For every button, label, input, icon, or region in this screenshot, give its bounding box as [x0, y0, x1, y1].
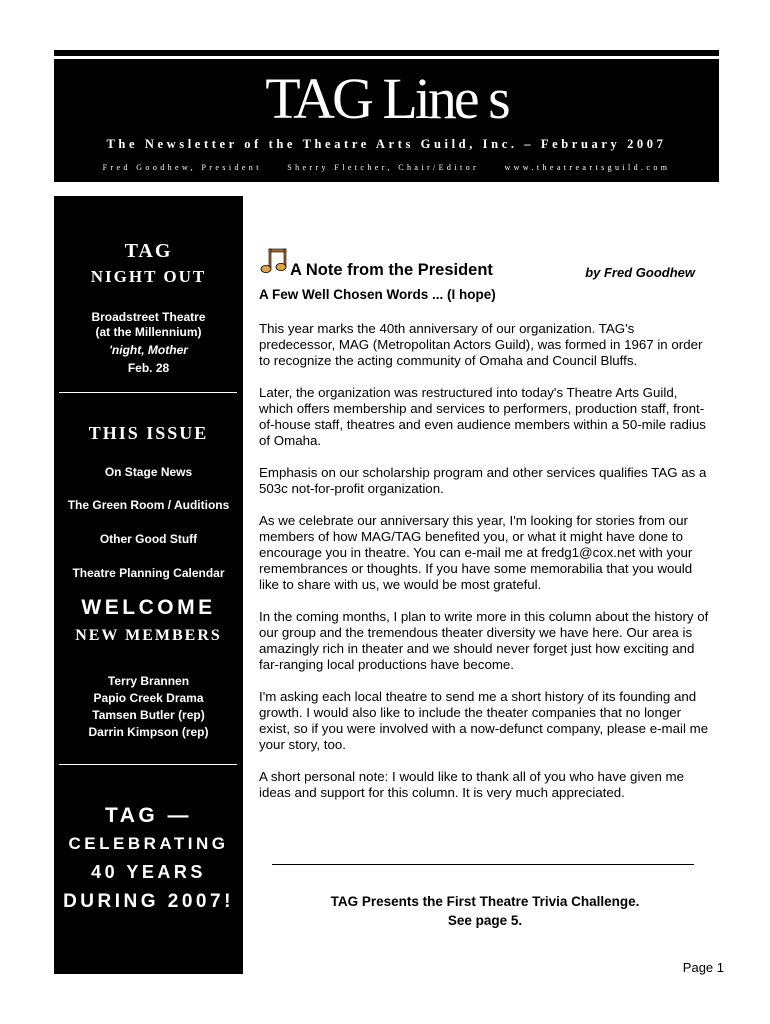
celebrating-line-1: TAG —: [104, 804, 193, 827]
issue-item-on-stage-news: On Stage News: [104, 465, 193, 480]
issue-item-planning-calendar: Theatre Planning Calendar: [72, 566, 225, 581]
night-out-date: Feb. 28: [127, 361, 170, 376]
paragraph: This year marks the 40th anniversary of our organization. TAG's predecessor, MAG (Metropolitan Actors Guild), was formed in 1967 in order to recognize the acting community of Omaha and Council Bluffs.: [259, 321, 703, 368]
welcome-heading-1: WELCOME: [81, 596, 216, 619]
trivia-promo: [259, 892, 711, 930]
article-title: A Note from the President: [290, 261, 493, 279]
celebrating-line-4: DURING 2007!: [63, 891, 234, 912]
sidebar-divider: [59, 392, 237, 393]
content-divider: [272, 864, 694, 865]
night-out-heading-2: NIGHT OUT: [90, 267, 207, 286]
night-out-venue: Broadstreet Theatre: [91, 310, 206, 325]
night-out-show: 'night, Mother: [109, 343, 188, 358]
celebrating-line-3: 40 YEARS: [91, 862, 206, 882]
paragraph: Emphasis on our scholarship program and other services qualifies TAG as a 503c not-for-profit organization.: [259, 465, 707, 496]
newsletter-title: TAG Line s: [265, 66, 508, 131]
paragraph: In the coming months, I plan to write more in this column about the history of our group and the tremendous theater diversity we have here. Our area is amazingly rich in theater and we should never forget just how exciting and far-ranging local productions have become.: [259, 609, 709, 672]
sidebar: [54, 196, 243, 974]
night-out-heading-1: TAG: [124, 240, 173, 262]
issue-item-other-good-stuff: Other Good Stuff: [99, 532, 198, 547]
article-subtitle: A Few Well Chosen Words ... (I hope): [259, 287, 496, 302]
article-header: [259, 256, 713, 286]
celebrating-line-2: CELEBRATING: [68, 834, 229, 853]
this-issue-heading: THIS ISSUE: [88, 423, 209, 443]
credit-editor: Sherry Fletcher, Chair/Editor: [287, 163, 480, 172]
credit-president: Fred Goodhew, President: [102, 163, 262, 172]
night-out-section: [54, 238, 243, 376]
member-4: Darrin Kimpson (rep): [88, 724, 209, 739]
masthead-credits: [54, 163, 719, 172]
member-3: Tamsen Butler (rep): [92, 707, 205, 722]
member-1: Terry Brannen: [107, 673, 190, 688]
celebrating-section: [54, 802, 243, 918]
promo-line-2: See page 5.: [447, 913, 523, 928]
masthead: [54, 59, 719, 182]
night-out-venue-note: (at the Millennium): [95, 325, 202, 340]
top-rule: [54, 50, 719, 56]
paragraph: I'm asking each local theatre to send me a short history of its founding and growth. I would also like to include the theater companies that no longer exist, so if you were involved with a now-defunct company, please e-mail me your story, too.: [259, 689, 709, 752]
welcome-heading-2: NEW MEMBERS: [75, 627, 222, 644]
credit-website[interactable]: www.theatreartsguild.com: [504, 163, 671, 172]
article-byline: by Fred Goodhew: [585, 265, 695, 280]
paragraph: A short personal note: I would like to thank all of you who have given me ideas and support for this column. It is very much appreciated.: [259, 769, 685, 800]
promo-line-1: TAG Presents the First Theatre Trivia Challenge.: [330, 894, 640, 909]
issue-item-green-room: The Green Room / Auditions: [67, 498, 230, 513]
article-body: [259, 321, 713, 817]
page-number: Page 1: [682, 960, 724, 975]
paragraph: As we celebrate our anniversary this year, I'm looking for stories from our members of how MAG/TAG benefited you, or what it might have done to encourage you in theatre. You can e-mail me at fredg1@cox.net with your remembrances or thoughts. If you have some memorabilia that you would like to share with us, we would be most grateful.: [259, 513, 693, 592]
paragraph: Later, the organization was restructured into today's Theatre Arts Guild, which offers membership and services to performers, production staff, front-of-house staff, theatres and even audience members within a 50-mile radius of Omaha.: [259, 385, 706, 448]
this-issue-section: [54, 422, 243, 581]
newsletter-subtitle: The Newsletter of the Theatre Arts Guild, Inc. – February 2007: [106, 137, 667, 151]
music-note-icon: [259, 246, 289, 276]
sidebar-divider-2: [59, 764, 237, 765]
member-2: Papio Creek Drama: [93, 690, 204, 705]
welcome-section: [54, 596, 243, 741]
